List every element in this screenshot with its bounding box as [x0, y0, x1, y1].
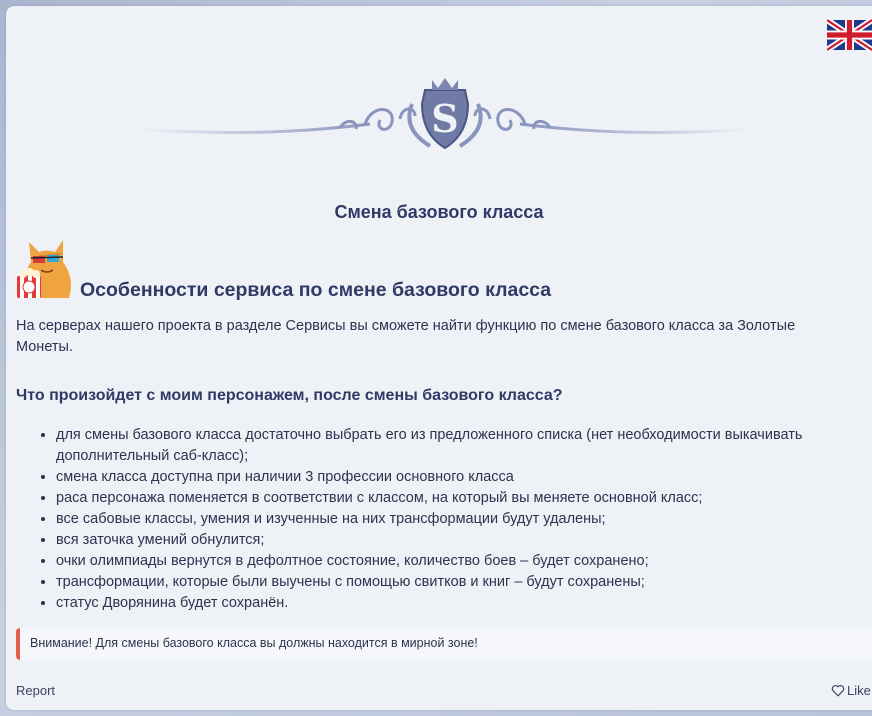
- list-item: • трансформации, которые были выучены с помощью свитков и книг – будут сохранены;: [56, 572, 872, 593]
- warning-notice: [16, 628, 872, 660]
- warning-notice-text: Внимание! Для смены базового класса вы должны находится в мирной зоне!: [30, 636, 478, 650]
- list-item: • смена класса доступна при наличии 3 профессии основного класса: [56, 467, 872, 488]
- list-item: • вся заточка умений обнулится;: [56, 530, 872, 551]
- list-item: • все сабовые классы, умения и изученные на них трансформации будут удалены;: [56, 509, 872, 530]
- emblem-letter: S: [431, 96, 459, 141]
- heart-icon: [831, 684, 845, 697]
- question-heading: Что произойдет с моим персонажем, после смены базового класса?: [16, 387, 563, 404]
- uk-flag-icon[interactable]: [827, 18, 872, 52]
- section-heading: Особенности сервиса по смене базового класса: [80, 279, 552, 301]
- list-item: • раса персонажа поменяется в соответствии с классом, на который вы меняете основной класс;: [56, 488, 872, 509]
- server-emblem-logo: [140, 74, 750, 154]
- rules-list: [16, 425, 872, 614]
- report-link[interactable]: Report: [16, 683, 56, 698]
- list-item: • статус Дворянина будет сохранён.: [56, 593, 872, 614]
- intro-paragraph: На серверах нашего проекта в разделе Сервисы вы сможете найти функцию по смене базового класса за Золотые Монеты.: [16, 318, 796, 355]
- cat-sticker-image: [17, 236, 77, 300]
- like-label: Like: [847, 683, 871, 698]
- page-title: Смена базового класса: [334, 202, 544, 222]
- list-item: • очки олимпиады вернутся в дефолтное состояние, количество боев – будет сохранено;: [56, 551, 872, 572]
- like-button[interactable]: [831, 683, 871, 698]
- list-item: • для смены базового класса достаточно выбрать его из предложенного списка (нет необходимости выкачивать дополнительный саб-класс);: [56, 425, 872, 467]
